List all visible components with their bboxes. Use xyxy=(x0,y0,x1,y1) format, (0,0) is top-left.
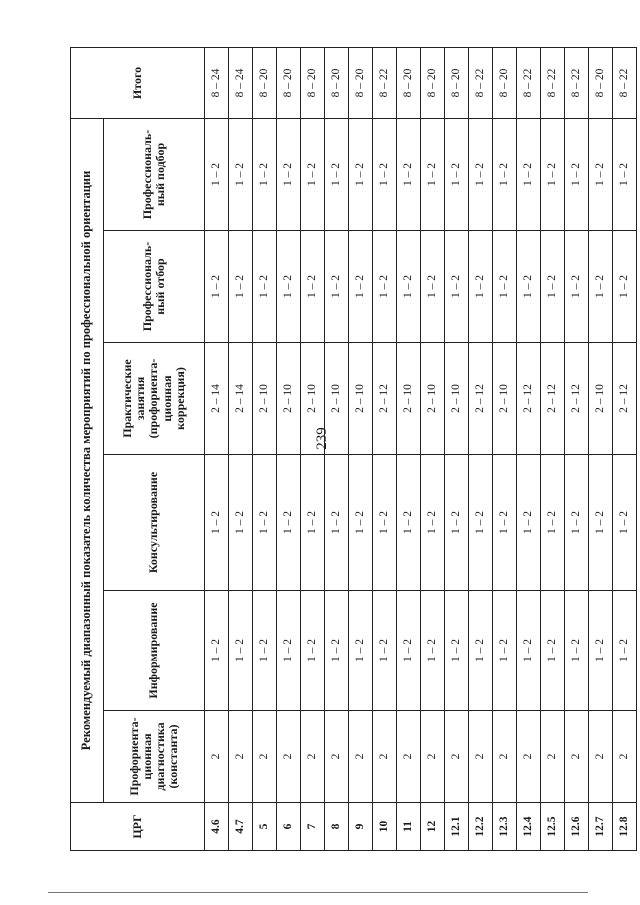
cell-selection: 1 – 2 xyxy=(517,231,541,343)
cell-code: 12.4 xyxy=(517,803,541,851)
cell-informing: 1 – 2 xyxy=(253,591,277,711)
cell-consulting: 1 – 2 xyxy=(517,455,541,591)
cell-informing: 1 – 2 xyxy=(493,591,517,711)
cell-selection: 1 – 2 xyxy=(325,231,349,343)
cell-consulting: 1 – 2 xyxy=(373,455,397,591)
cell-placement: 1 – 2 xyxy=(613,118,637,230)
cell-selection: 1 – 2 xyxy=(613,231,637,343)
table-row xyxy=(325,47,349,850)
table-row xyxy=(589,47,613,850)
cell-code: 12.5 xyxy=(541,803,565,851)
cell-informing: 1 – 2 xyxy=(469,591,493,711)
table-row xyxy=(253,47,277,850)
cell-informing: 1 – 2 xyxy=(373,591,397,711)
cell-consulting: 1 – 2 xyxy=(325,455,349,591)
cell-total: 8 – 24 xyxy=(205,47,229,118)
cell-selection: 1 – 2 xyxy=(469,231,493,343)
cell-diagnostics: 2 xyxy=(589,711,613,803)
cell-total: 8 – 22 xyxy=(373,47,397,118)
cell-consulting: 1 – 2 xyxy=(469,455,493,591)
cell-code: 7 xyxy=(301,803,325,851)
cell-total: 8 – 20 xyxy=(349,47,373,118)
header-group: Рекомендуемый диапазонный показатель количества мероприятий по профессиональной ориентации xyxy=(71,118,104,802)
cell-consulting: 1 – 2 xyxy=(397,455,421,591)
table-row xyxy=(469,47,493,850)
table-row xyxy=(397,47,421,850)
cell-selection: 1 – 2 xyxy=(445,231,469,343)
cell-informing: 1 – 2 xyxy=(325,591,349,711)
cell-practical: 2 – 10 xyxy=(325,343,349,455)
cell-total: 8 – 22 xyxy=(469,47,493,118)
cell-diagnostics: 2 xyxy=(469,711,493,803)
cell-diagnostics: 2 xyxy=(373,711,397,803)
cell-diagnostics: 2 xyxy=(325,711,349,803)
cell-total: 8 – 22 xyxy=(613,47,637,118)
cell-informing: 1 – 2 xyxy=(277,591,301,711)
table-row xyxy=(517,47,541,850)
cell-placement: 1 – 2 xyxy=(229,118,253,230)
cell-practical: 2 – 12 xyxy=(373,343,397,455)
cell-selection: 1 – 2 xyxy=(397,231,421,343)
cell-code: 6 xyxy=(277,803,301,851)
cell-placement: 1 – 2 xyxy=(349,118,373,230)
cell-informing: 1 – 2 xyxy=(421,591,445,711)
cell-placement: 1 – 2 xyxy=(373,118,397,230)
header-code: ЦРГ xyxy=(71,803,205,851)
cell-consulting: 1 – 2 xyxy=(301,455,325,591)
cell-informing: 1 – 2 xyxy=(301,591,325,711)
cell-informing: 1 – 2 xyxy=(397,591,421,711)
cell-informing: 1 – 2 xyxy=(589,591,613,711)
header-practical: Практические занятия (профориента-ционная коррекция) xyxy=(104,343,205,455)
cell-consulting: 1 – 2 xyxy=(613,455,637,591)
cell-total: 8 – 20 xyxy=(493,47,517,118)
cell-consulting: 1 – 2 xyxy=(589,455,613,591)
cell-consulting: 1 – 2 xyxy=(229,455,253,591)
cell-informing: 1 – 2 xyxy=(613,591,637,711)
table-row xyxy=(301,47,325,850)
cell-total: 8 – 22 xyxy=(517,47,541,118)
header-selection: Профессиональ-ный отбор xyxy=(104,231,205,343)
cell-practical: 2 – 12 xyxy=(565,343,589,455)
cell-code: 12 xyxy=(421,803,445,851)
cell-selection: 1 – 2 xyxy=(373,231,397,343)
cell-practical: 2 – 12 xyxy=(469,343,493,455)
header-informing: Информирование xyxy=(104,591,205,711)
cell-total: 8 – 20 xyxy=(301,47,325,118)
cell-placement: 1 – 2 xyxy=(565,118,589,230)
cell-selection: 1 – 2 xyxy=(541,231,565,343)
cell-total: 8 – 20 xyxy=(445,47,469,118)
cell-code: 10 xyxy=(373,803,397,851)
cell-total: 8 – 22 xyxy=(565,47,589,118)
cell-code: 12.3 xyxy=(493,803,517,851)
cell-informing: 1 – 2 xyxy=(349,591,373,711)
cell-selection: 1 – 2 xyxy=(301,231,325,343)
table-row xyxy=(349,47,373,850)
table-row xyxy=(277,47,301,850)
cell-practical: 2 – 14 xyxy=(229,343,253,455)
cell-diagnostics: 2 xyxy=(229,711,253,803)
cell-consulting: 1 – 2 xyxy=(421,455,445,591)
cell-diagnostics: 2 xyxy=(421,711,445,803)
table-row xyxy=(565,47,589,850)
cell-practical: 2 – 12 xyxy=(541,343,565,455)
cell-consulting: 1 – 2 xyxy=(565,455,589,591)
cell-code: 4.6 xyxy=(205,803,229,851)
table-body xyxy=(205,47,637,850)
cell-informing: 1 – 2 xyxy=(541,591,565,711)
table-row xyxy=(205,47,229,850)
cell-diagnostics: 2 xyxy=(613,711,637,803)
cell-consulting: 1 – 2 xyxy=(493,455,517,591)
cell-placement: 1 – 2 xyxy=(253,118,277,230)
cell-total: 8 – 20 xyxy=(325,47,349,118)
cell-selection: 1 – 2 xyxy=(589,231,613,343)
cell-placement: 1 – 2 xyxy=(277,118,301,230)
cell-practical: 2 – 12 xyxy=(613,343,637,455)
cell-placement: 1 – 2 xyxy=(325,118,349,230)
cell-placement: 1 – 2 xyxy=(421,118,445,230)
cell-diagnostics: 2 xyxy=(565,711,589,803)
cell-placement: 1 – 2 xyxy=(493,118,517,230)
cell-consulting: 1 – 2 xyxy=(445,455,469,591)
header-total: Итого xyxy=(71,47,205,118)
table-row xyxy=(373,47,397,850)
table-row xyxy=(493,47,517,850)
cell-code: 4.7 xyxy=(229,803,253,851)
cell-placement: 1 – 2 xyxy=(397,118,421,230)
cell-total: 8 – 20 xyxy=(253,47,277,118)
cell-consulting: 1 – 2 xyxy=(205,455,229,591)
cell-total: 8 – 20 xyxy=(589,47,613,118)
cell-selection: 1 – 2 xyxy=(205,231,229,343)
page-number-text: 239 xyxy=(313,426,330,450)
cell-placement: 1 – 2 xyxy=(589,118,613,230)
cell-diagnostics: 2 xyxy=(205,711,229,803)
cell-selection: 1 – 2 xyxy=(349,231,373,343)
cell-diagnostics: 2 xyxy=(397,711,421,803)
cell-consulting: 1 – 2 xyxy=(253,455,277,591)
cell-placement: 1 – 2 xyxy=(517,118,541,230)
cell-code: 12.6 xyxy=(565,803,589,851)
cell-code: 12.8 xyxy=(613,803,637,851)
cell-selection: 1 – 2 xyxy=(253,231,277,343)
cell-code: 5 xyxy=(253,803,277,851)
table-row xyxy=(613,47,637,850)
cell-placement: 1 – 2 xyxy=(469,118,493,230)
cell-selection: 1 – 2 xyxy=(565,231,589,343)
rotated-table-container xyxy=(70,48,631,851)
cell-practical: 2 – 10 xyxy=(277,343,301,455)
cell-informing: 1 – 2 xyxy=(517,591,541,711)
cell-placement: 1 – 2 xyxy=(541,118,565,230)
rotated-table xyxy=(70,48,631,851)
page-bottom-rule xyxy=(48,892,588,893)
table-row xyxy=(445,47,469,850)
cell-code: 12.7 xyxy=(589,803,613,851)
cell-code: 11 xyxy=(397,803,421,851)
cell-diagnostics: 2 xyxy=(253,711,277,803)
cell-practical: 2 – 10 xyxy=(301,343,325,455)
cell-informing: 1 – 2 xyxy=(205,591,229,711)
cell-placement: 1 – 2 xyxy=(445,118,469,230)
table-row xyxy=(541,47,565,850)
header-consulting: Консультирование xyxy=(104,455,205,591)
table-row xyxy=(421,47,445,850)
cell-practical: 2 – 10 xyxy=(493,343,517,455)
cell-practical: 2 – 10 xyxy=(589,343,613,455)
cell-diagnostics: 2 xyxy=(277,711,301,803)
cell-total: 8 – 20 xyxy=(397,47,421,118)
cell-practical: 2 – 12 xyxy=(517,343,541,455)
cell-code: 12.2 xyxy=(469,803,493,851)
cell-diagnostics: 2 xyxy=(493,711,517,803)
cell-diagnostics: 2 xyxy=(445,711,469,803)
cell-diagnostics: 2 xyxy=(301,711,325,803)
cell-selection: 1 – 2 xyxy=(277,231,301,343)
cell-placement: 1 – 2 xyxy=(301,118,325,230)
cell-practical: 2 – 14 xyxy=(205,343,229,455)
cell-diagnostics: 2 xyxy=(349,711,373,803)
cell-selection: 1 – 2 xyxy=(229,231,253,343)
table-row xyxy=(229,47,253,850)
header-diagnostics: Профориента-ционная диагностика (константа) xyxy=(104,711,205,803)
cell-placement: 1 – 2 xyxy=(205,118,229,230)
cell-practical: 2 – 10 xyxy=(397,343,421,455)
cell-diagnostics: 2 xyxy=(517,711,541,803)
cell-practical: 2 – 10 xyxy=(445,343,469,455)
cell-consulting: 1 – 2 xyxy=(541,455,565,591)
cell-diagnostics: 2 xyxy=(541,711,565,803)
cell-informing: 1 – 2 xyxy=(229,591,253,711)
cell-consulting: 1 – 2 xyxy=(277,455,301,591)
cell-total: 8 – 20 xyxy=(277,47,301,118)
cell-practical: 2 – 10 xyxy=(421,343,445,455)
cell-practical: 2 – 10 xyxy=(253,343,277,455)
cell-informing: 1 – 2 xyxy=(565,591,589,711)
header-placement: Профессиональ-ный подбор xyxy=(104,118,205,230)
cell-total: 8 – 22 xyxy=(541,47,565,118)
cell-code: 8 xyxy=(325,803,349,851)
cell-selection: 1 – 2 xyxy=(421,231,445,343)
cell-code: 9 xyxy=(349,803,373,851)
activities-table xyxy=(70,47,637,851)
cell-consulting: 1 – 2 xyxy=(349,455,373,591)
cell-informing: 1 – 2 xyxy=(445,591,469,711)
cell-total: 8 – 24 xyxy=(229,47,253,118)
cell-total: 8 – 20 xyxy=(421,47,445,118)
cell-practical: 2 – 10 xyxy=(349,343,373,455)
cell-code: 12.1 xyxy=(445,803,469,851)
cell-selection: 1 – 2 xyxy=(493,231,517,343)
